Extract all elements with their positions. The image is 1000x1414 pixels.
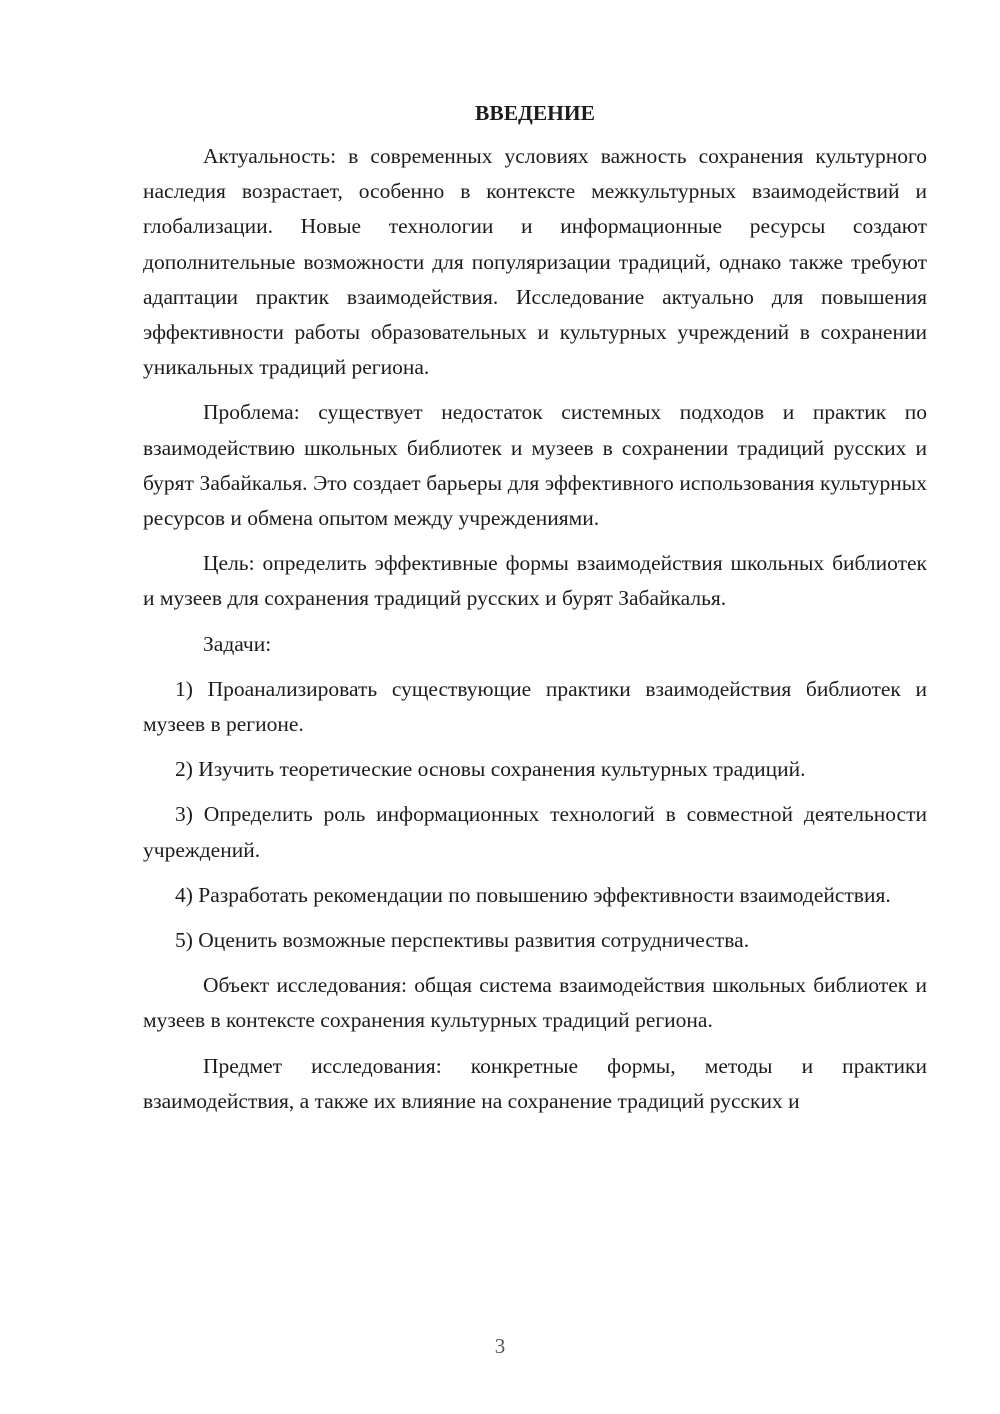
paragraph-goal: Цель: определить эффективные формы взаимодействия школьных библиотек и музеев для сохранения традиций русских и бурят Забайкалья. [143,551,927,611]
page-number: 3 [494,1334,506,1358]
task-item-3: 3) Определить роль информационных технологий в совместной деятельности учреждений. [143,802,927,862]
task-item-5: 5) Оценить возможные перспективы развития сотрудничества. [175,928,750,953]
paragraph-tasks-heading: Задачи: [203,631,272,656]
paragraph-relevance: Актуальность: в современных условиях важность сохранения культурного наследия возрастает, особенно в контексте межкультурных взаимодействий и глобализации. Новые технологии и информационные ресурсы создают дополнительные возможности для популяризации традиций, однако также требуют адаптации практик взаимодействия. Исследование актуально для повышения эффективности работы образовательных и культурных учреждений в сохранении уникальных традиций региона. [143,144,927,380]
paragraph-problem: Проблема: существует недостаток системных подходов и практик по взаимодействию школьных библиотек и музеев в сохранении традиций русских и бурят Забайкалья. Это создает барьеры для эффективного использования культурных ресурсов и обмена опытом между учреждениями. [143,400,927,531]
paragraph-subject: Предмет исследования: конкретные формы, методы и практики взаимодействия, а также их влияние на сохранение традиций русских и [143,1053,927,1113]
task-item-4: 4) Разработать рекомендации по повышению эффективности взаимодействия. [175,882,891,907]
page-heading: ВВЕДЕНИЕ [475,101,595,125]
task-item-1: 1) Проанализировать существующие практики взаимодействия библиотек и музеев в регионе. [143,676,927,737]
paragraph-object: Объект исследования: общая система взаимодействия школьных библиотек и музеев в контексте сохранения культурных традиций региона. [143,973,927,1033]
page-content [143,96,927,1129]
task-item-2: 2) Изучить теоретические основы сохранения культурных традиций. [175,757,806,782]
